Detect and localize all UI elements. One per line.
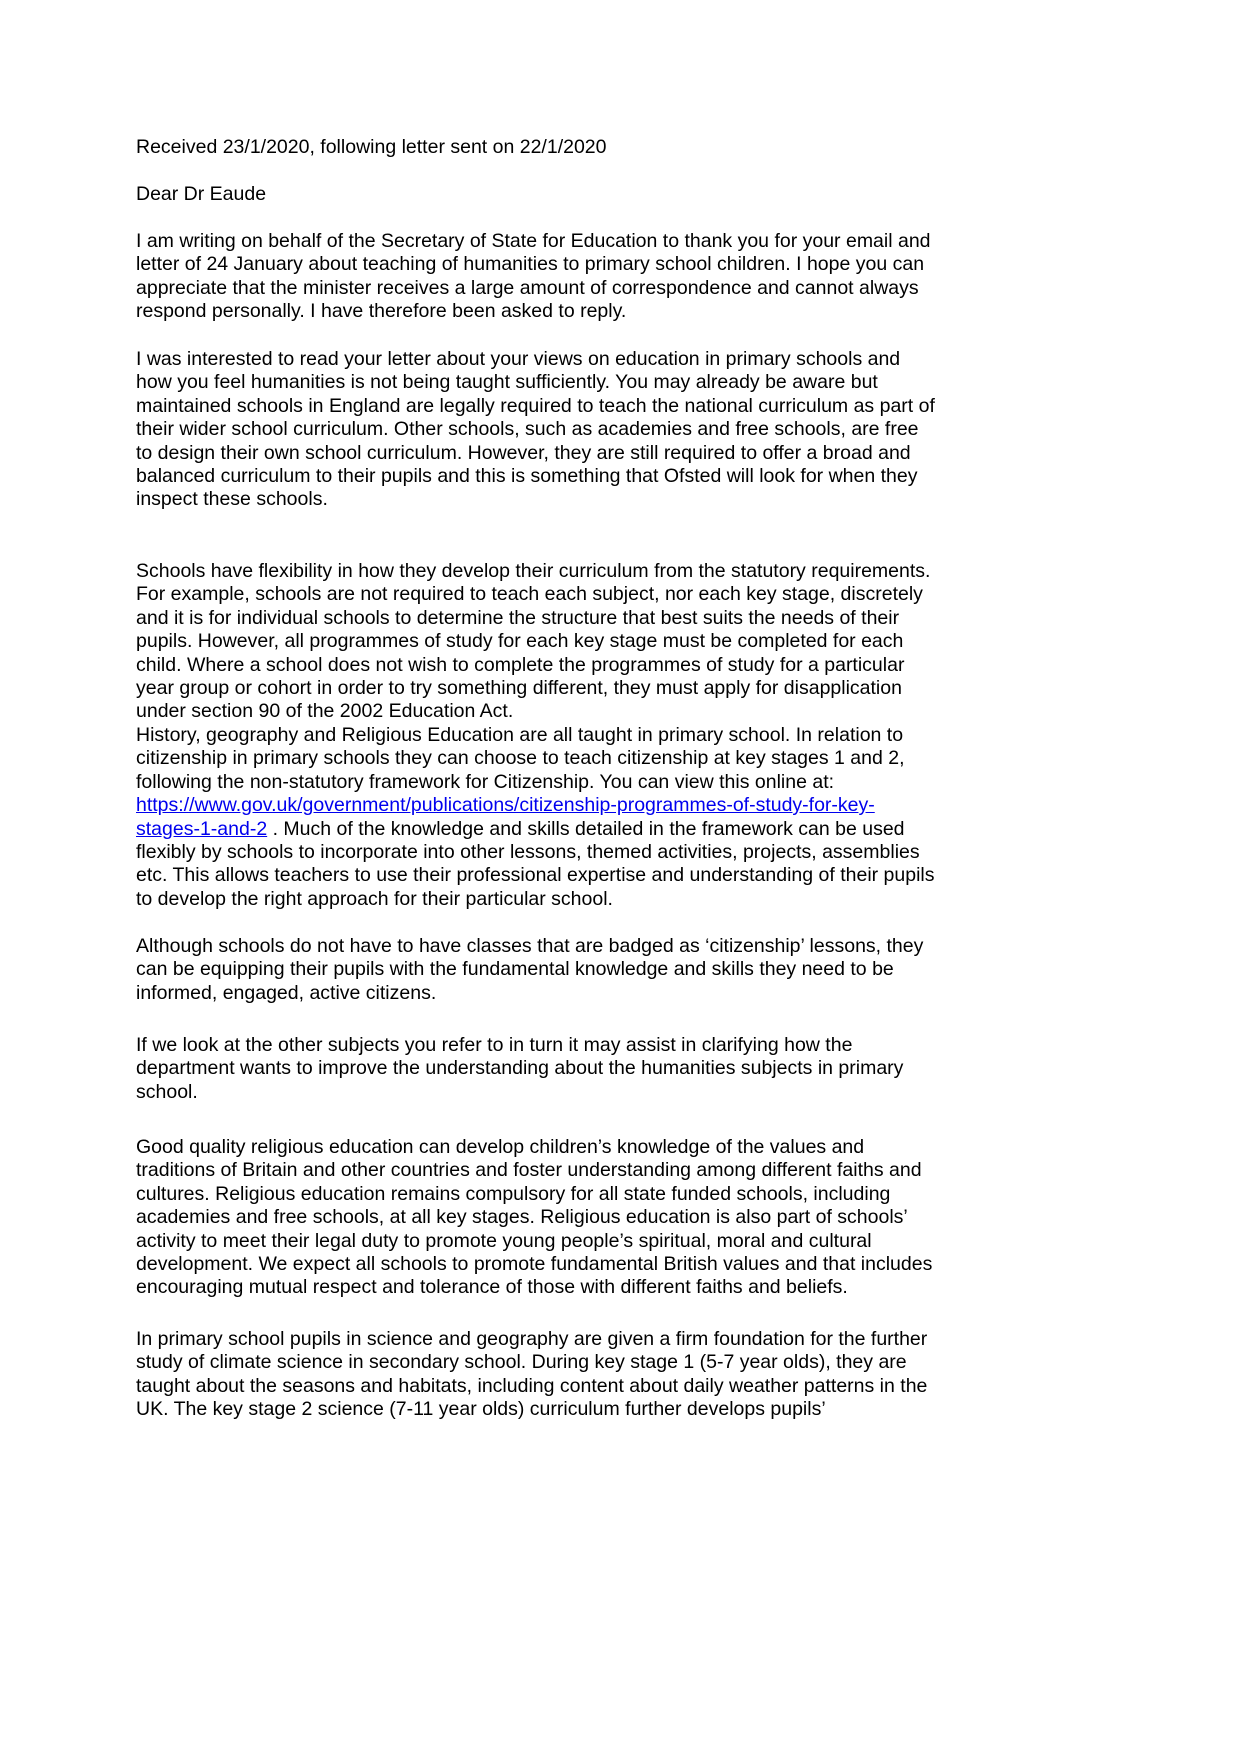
paragraph-line: History, geography and Religious Education are all taught in primary school. In relation to [136, 724, 904, 746]
paragraph-line: UK. The key stage 2 science (7-11 year olds) curriculum further develops pupils’ [136, 1398, 826, 1421]
paragraph-2 [136, 348, 986, 512]
paragraph-line: to develop the right approach for their particular school. [136, 887, 613, 910]
paragraph-8 [136, 1328, 986, 1422]
paragraph-line: For example, schools are not required to teach each subject, nor each key stage, discretely [136, 583, 923, 606]
link-line [136, 794, 986, 817]
paragraph-line: Good quality religious education can develop children’s knowledge of the values and [136, 1136, 865, 1158]
paragraph-line: can be equipping their pupils with the fundamental knowledge and skills they need to be [136, 958, 894, 981]
paragraph-1 [136, 230, 986, 324]
paragraph-line: respond personally. I have therefore been asked to reply. [136, 300, 627, 323]
paragraph-line: If we look at the other subjects you refer to in turn it may assist in clarifying how the [136, 1034, 853, 1056]
citizenship-framework-link[interactable]: https://www.gov.uk/government/publications/citizenship-programmes-of-study-for-key- [136, 794, 875, 817]
paragraph-line: year group or cohort in order to try something different, they must apply for disapplication [136, 676, 902, 699]
paragraph-line: Although schools do not have to have classes that are badged as ‘citizenship’ lessons, they [136, 935, 924, 957]
paragraph-line: academies and free schools, at all key stages. Religious education is also part of schools’ [136, 1206, 908, 1229]
paragraph-line: their wider school curriculum. Other schools, such as academies and free schools, are free [136, 418, 919, 441]
paragraph-line: and it is for individual schools to determine the structure that best suits the needs of their [136, 606, 900, 629]
paragraph-line: pupils. However, all programmes of study for each key stage must be completed for each [136, 630, 904, 653]
paragraph-line: letter of 24 January about teaching of humanities to primary school children. I hope you can [136, 253, 925, 276]
paragraph-line: I am writing on behalf of the Secretary of State for Education to thank you for your email and [136, 230, 931, 252]
paragraph-line: inspect these schools. [136, 488, 328, 511]
paragraph-line: development. We expect all schools to promote fundamental British values and that includes [136, 1252, 933, 1275]
received-text: Received 23/1/2020, following letter sent on 22/1/2020 [136, 136, 607, 158]
paragraph-line: activity to meet their legal duty to promote young people’s spiritual, moral and cultural [136, 1229, 872, 1252]
paragraph-line: school. [136, 1080, 198, 1103]
paragraph-6 [136, 1034, 986, 1104]
paragraph-line: taught about the seasons and habitats, including content about daily weather patterns in the [136, 1374, 928, 1397]
paragraph-3 [136, 560, 986, 724]
paragraph-line: how you feel humanities is not being taught sufficiently. You may already be aware but [136, 371, 878, 394]
paragraph-line: to design their own school curriculum. However, they are still required to offer a broad and [136, 441, 911, 464]
paragraph-line: under section 90 of the 2002 Education Act. [136, 700, 514, 723]
paragraph-line: maintained schools in England are legally required to teach the national curriculum as part of [136, 394, 935, 417]
paragraph-line: encouraging mutual respect and tolerance of those with different faiths and beliefs. [136, 1276, 848, 1299]
paragraph-line: citizenship in primary schools they can choose to teach citizenship at key stages 1 and 2, [136, 747, 905, 770]
paragraph-line: flexibly by schools to incorporate into other lessons, themed activities, projects, assemblies [136, 840, 920, 863]
link-line [136, 818, 986, 841]
paragraph-line: department wants to improve the understanding about the humanities subjects in primary [136, 1057, 904, 1080]
paragraph-line: Schools have flexibility in how they develop their curriculum from the statutory requirements. [136, 560, 931, 582]
paragraph-4 [136, 724, 986, 911]
paragraph-line: cultures. Religious education remains compulsory for all state funded schools, including [136, 1182, 891, 1205]
paragraph-line: study of climate science in secondary school. During key stage 1 (5-7 year olds), they are [136, 1351, 907, 1374]
paragraph-line: I was interested to read your letter about your views on education in primary schools and [136, 348, 901, 370]
paragraph-5 [136, 935, 986, 1005]
paragraph-line: following the non-statutory framework for Citizenship. You can view this online at: [136, 770, 835, 793]
salutation-text: Dear Dr Eaude [136, 183, 267, 205]
paragraph-line: traditions of Britain and other countries and foster understanding among different faiths and [136, 1159, 922, 1182]
paragraph-line: informed, engaged, active citizens. [136, 981, 437, 1004]
paragraph-text: . Much of the knowledge and skills detailed in the framework can be used [267, 817, 905, 840]
paragraph-line: appreciate that the minister receives a large amount of correspondence and cannot always [136, 276, 919, 299]
paragraph-7 [136, 1136, 986, 1300]
citizenship-framework-link-continued[interactable]: stages-1-and-2 [136, 817, 268, 840]
paragraph-line: balanced curriculum to their pupils and this is something that Ofsted will look for when they [136, 464, 918, 487]
received-line [136, 136, 986, 159]
paragraph-line: etc. This allows teachers to use their professional expertise and understanding of their pupils [136, 864, 935, 887]
salutation [136, 183, 986, 206]
paragraph-line: child. Where a school does not wish to complete the programmes of study for a particular [136, 653, 905, 676]
paragraph-line: In primary school pupils in science and geography are given a firm foundation for the further [136, 1328, 928, 1350]
